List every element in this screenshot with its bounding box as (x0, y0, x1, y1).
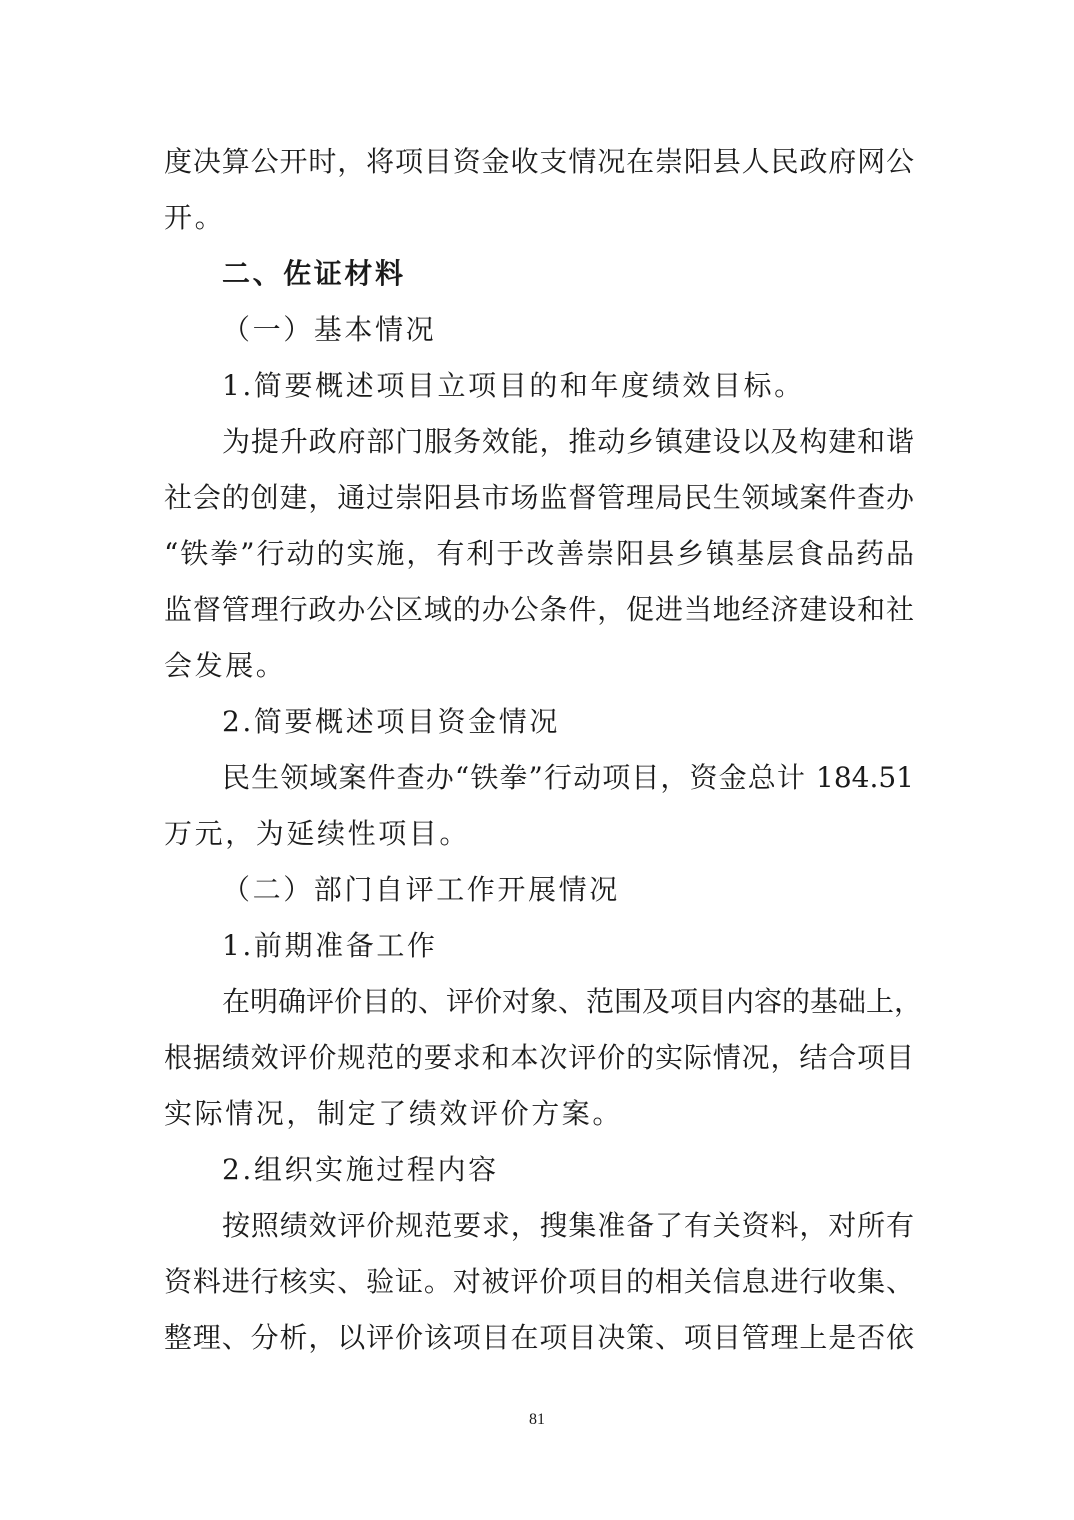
paragraph-line: 实际情况，制定了绩效评价方案。 (164, 1097, 624, 1130)
paragraph-line: 根据绩效评价规范的要求和本次评价的实际情况，结合项目 (164, 1041, 914, 1074)
paragraph-line: 资料进行核实、验证。对被评价项目的相关信息进行收集、 (164, 1265, 914, 1298)
section-heading: 二、佐证材料 (222, 257, 406, 290)
paragraph-line: “铁拳”行动的实施，有利于改善崇阳县乡镇基层食品药品 (164, 537, 914, 570)
paragraph-line: 社会的创建，通过崇阳县市场监督管理局民生领域案件查办 (164, 481, 914, 514)
item-heading: 1.前期准备工作 (222, 929, 438, 962)
paragraph-line: 监督管理行政办公区域的办公条件，促进当地经济建设和社 (164, 593, 914, 626)
paragraph-line: 度决算公开时，将项目资金收支情况在崇阳县人民政府网公 (164, 145, 914, 178)
item-heading: 2.简要概述项目资金情况 (222, 705, 560, 738)
paragraph-line: 民生领域案件查办“铁拳”行动项目，资金总计 184.51 (222, 761, 914, 794)
subsection-heading: （一）基本情况 (222, 313, 437, 346)
paragraph-line: 按照绩效评价规范要求，搜集准备了有关资料，对所有 (222, 1209, 914, 1242)
paragraph-line: 万元，为延续性项目。 (164, 817, 471, 850)
paragraph-line: 开。 (164, 201, 226, 234)
item-heading: 2.组织实施过程内容 (222, 1153, 499, 1186)
paragraph-line: 在明确评价目的、评价对象、范围及项目内容的基础上， (222, 985, 923, 1018)
item-heading: 1.简要概述项目立项目的和年度绩效目标。 (222, 369, 805, 402)
subsection-heading: （二）部门自评工作开展情况 (222, 873, 620, 906)
paragraph-line: 为提升政府部门服务效能，推动乡镇建设以及构建和谐 (222, 425, 914, 458)
paragraph-line: 整理、分析，以评价该项目在项目决策、项目管理上是否依 (164, 1321, 914, 1354)
page-number: 81 (529, 1411, 545, 1428)
paragraph-line: 会发展。 (164, 649, 287, 682)
